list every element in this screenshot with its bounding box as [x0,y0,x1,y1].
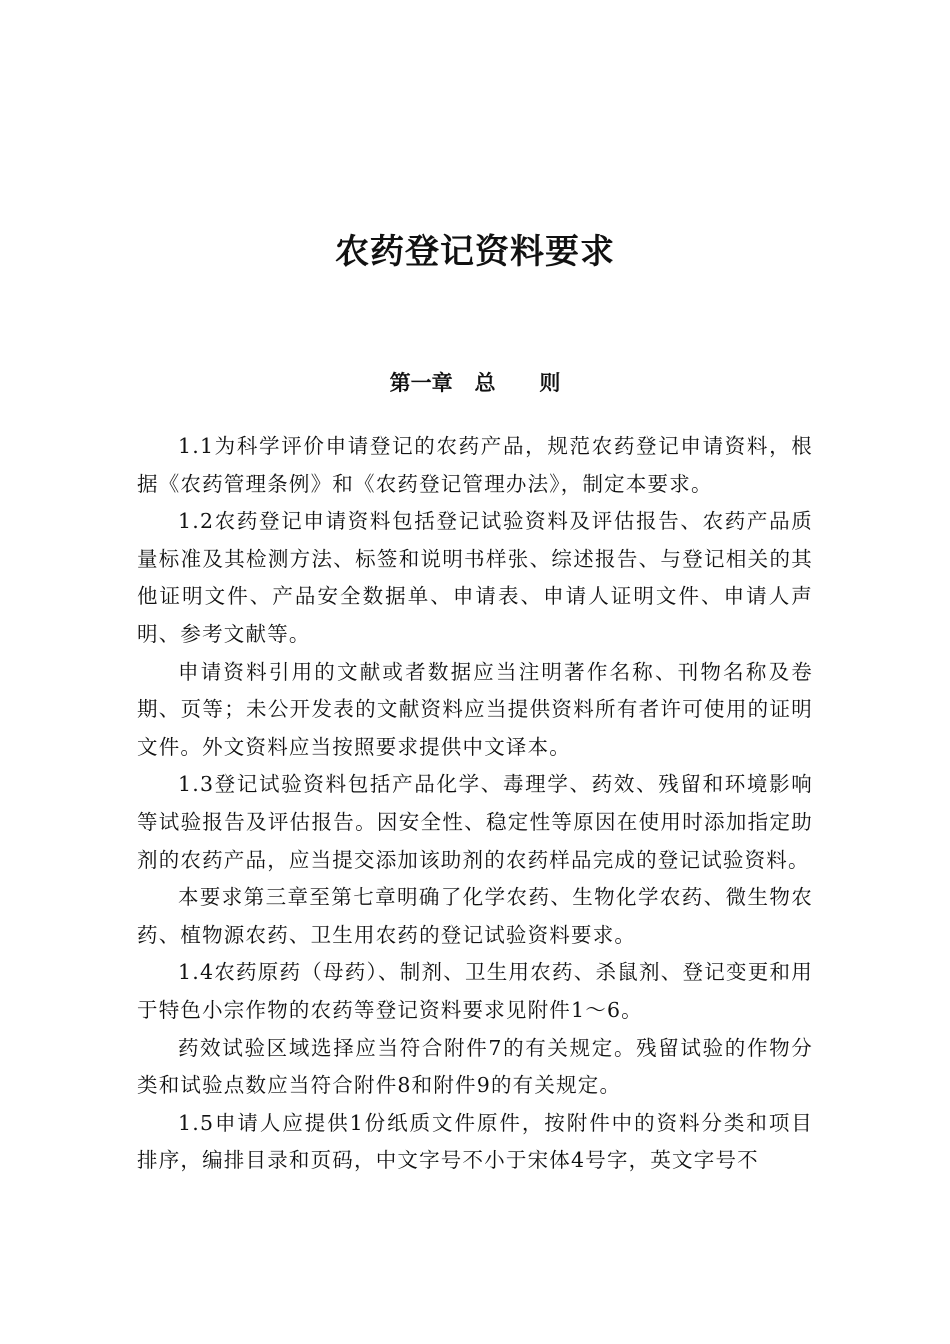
document-title: 农药登记资料要求 [335,232,615,272]
chapter-heading: 第一章 总 则 [389,371,561,395]
paragraph-trial-area: 药效试验区域选择应当符合附件7的有关规定。残留试验的作物分类和试验点数应当符合附件8和附件9的有关规定。 [137,1035,813,1098]
body-text [137,428,813,1180]
paragraph-1-4: 1.4农药原药（母药）、制剂、卫生用农药、杀鼠剂、登记变更和用于特色小宗作物的农药等登记资料要求见附件1～6。 [137,960,813,1022]
paragraph-1-1: 1.1为科学评价申请登记的农药产品，规范农药登记申请资料，根据《农药管理条例》和《农药登记管理办法》，制定本要求。 [137,434,813,496]
paragraph-1-5: 1.5申请人应提供1份纸质文件原件，按附件中的资料分类和项目排序，编排目录和页码，中文字号不小于宋体4号字，英文字号不 [137,1110,813,1173]
paragraph-references: 申请资料引用的文献或者数据应当注明著作名称、刊物名称及卷期、页等；未公开发表的文献资料应当提供资料所有者许可使用的证明文件。外文资料应当按照要求提供中文译本。 [137,659,813,759]
paragraph-1-2: 1.2农药登记申请资料包括登记试验资料及评估报告、农药产品质量标准及其检测方法、标签和说明书样张、综述报告、与登记相关的其他证明文件、产品安全数据单、申请表、申请人证明文件、申请人声明、参考文献等。 [137,509,813,646]
paragraph-chapter-scope: 本要求第三章至第七章明确了化学农药、生物化学农药、微生物农药、植物源农药、卫生用农药的登记试验资料要求。 [137,885,813,947]
paragraph-1-3: 1.3登记试验资料包括产品化学、毒理学、药效、残留和环境影响等试验报告及评估报告。因安全性、稳定性等原因在使用时添加指定助剂的农药产品，应当提交添加该助剂的农药样品完成的登记试验资料。 [137,772,813,872]
